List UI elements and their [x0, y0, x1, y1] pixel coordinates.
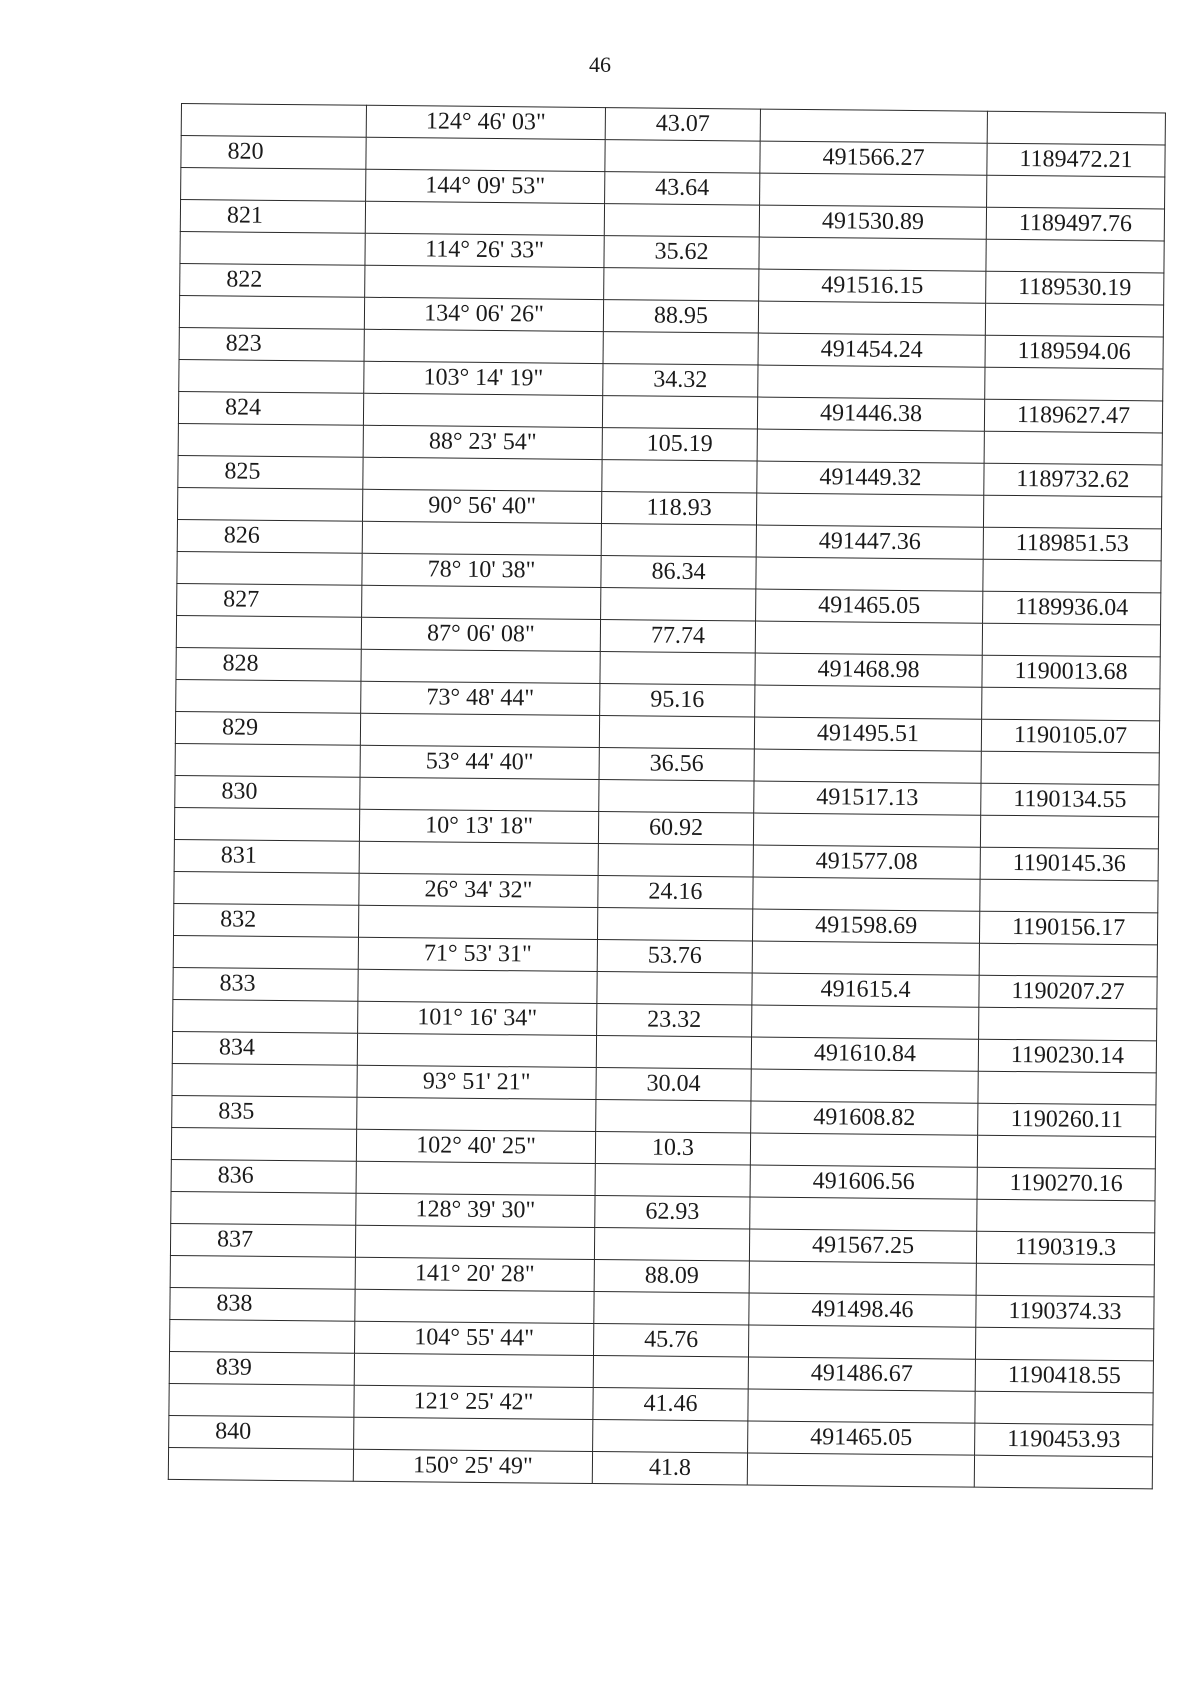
northing-cell: [753, 877, 980, 911]
station-cell: [181, 168, 366, 202]
station-cell: [174, 807, 359, 841]
bearing-cell: 134° 06' 26": [364, 297, 603, 331]
easting-cell: 1190453.93: [975, 1423, 1153, 1457]
easting-cell: [986, 239, 1164, 273]
station-cell: [180, 231, 365, 265]
station-cell: [177, 551, 362, 585]
bearing-cell: [365, 201, 604, 235]
easting-cell: [982, 623, 1160, 657]
distance-cell: [594, 1228, 749, 1261]
bearing-cell: [359, 905, 598, 939]
easting-cell: [987, 111, 1165, 145]
distance-cell: [605, 140, 760, 173]
bearing-cell: [363, 393, 602, 427]
distance-cell: 53.76: [597, 940, 752, 973]
station-cell: [178, 423, 363, 457]
bearing-cell: 87° 06' 08": [361, 617, 600, 651]
northing-cell: [750, 1133, 977, 1167]
station-cell: 839: [169, 1351, 354, 1385]
bearing-cell: 78° 10' 38": [362, 553, 601, 587]
northing-cell: [760, 109, 987, 143]
northing-cell: [752, 1005, 979, 1039]
northing-cell: [747, 1453, 974, 1487]
northing-cell: 491567.25: [749, 1229, 976, 1263]
northing-cell: 491516.15: [759, 269, 986, 303]
distance-cell: [602, 396, 757, 429]
station-cell: 835: [172, 1095, 357, 1129]
station-cell: 833: [173, 967, 358, 1001]
station-cell: [170, 1255, 355, 1289]
bearing-cell: 141° 20' 28": [355, 1257, 594, 1291]
easting-cell: 1190156.17: [979, 911, 1157, 945]
northing-cell: 491446.38: [757, 397, 984, 431]
bearing-cell: 121° 25' 42": [354, 1385, 593, 1419]
station-cell: 826: [177, 519, 362, 553]
distance-cell: 60.92: [598, 812, 753, 845]
station-cell: [178, 487, 363, 521]
distance-cell: 45.76: [593, 1324, 748, 1357]
distance-cell: [601, 588, 756, 621]
easting-cell: [975, 1327, 1153, 1361]
station-cell: 824: [178, 391, 363, 425]
station-cell: 820: [181, 136, 366, 170]
northing-cell: 491498.46: [749, 1293, 976, 1327]
easting-cell: [981, 751, 1159, 785]
northing-cell: 491454.24: [758, 333, 985, 367]
easting-cell: 1190270.16: [977, 1167, 1155, 1201]
station-cell: 840: [169, 1415, 354, 1449]
northing-cell: 491608.82: [751, 1101, 978, 1135]
station-cell: [175, 743, 360, 777]
easting-cell: 1190374.33: [976, 1295, 1154, 1329]
station-cell: 822: [180, 263, 365, 297]
easting-cell: [985, 303, 1163, 337]
easting-cell: [977, 1199, 1155, 1233]
easting-cell: [985, 367, 1163, 401]
bearing-cell: [362, 521, 601, 555]
easting-cell: 1189851.53: [983, 527, 1161, 561]
bearing-cell: [355, 1225, 594, 1259]
bearing-cell: 114° 26' 33": [365, 233, 604, 267]
northing-cell: [759, 237, 986, 271]
station-cell: [169, 1383, 354, 1417]
bearing-cell: 128° 39' 30": [356, 1193, 595, 1227]
northing-cell: 491598.69: [752, 909, 979, 943]
northing-cell: [751, 1069, 978, 1103]
easting-cell: [983, 495, 1161, 529]
bearing-cell: 103° 14' 19": [364, 361, 603, 395]
distance-cell: [604, 204, 759, 237]
northing-cell: 491486.67: [748, 1357, 975, 1391]
distance-cell: 10.3: [595, 1132, 750, 1165]
northing-cell: [755, 685, 982, 719]
distance-cell: 34.32: [603, 364, 758, 397]
bearing-cell: 150° 25' 49": [353, 1449, 592, 1483]
bearing-cell: 73° 48' 44": [361, 681, 600, 715]
station-cell: [172, 1063, 357, 1097]
traverse-table: [168, 103, 1166, 1489]
distance-cell: [598, 844, 753, 877]
northing-cell: 491615.4: [752, 973, 979, 1007]
bearing-cell: 101° 16' 34": [358, 1001, 597, 1035]
easting-cell: 1189732.62: [984, 463, 1162, 497]
station-cell: 821: [180, 200, 365, 234]
distance-cell: 88.09: [594, 1260, 749, 1293]
easting-cell: [987, 175, 1165, 209]
northing-cell: [758, 365, 985, 399]
northing-cell: [754, 749, 981, 783]
bearing-cell: [359, 841, 598, 875]
distance-cell: 41.8: [592, 1452, 747, 1485]
northing-cell: [756, 493, 983, 527]
bearing-cell: 88° 23' 54": [363, 425, 602, 459]
easting-cell: 1190260.11: [978, 1103, 1156, 1137]
distance-cell: [593, 1420, 748, 1453]
easting-cell: 1190134.55: [981, 783, 1159, 817]
distance-cell: 62.93: [595, 1196, 750, 1229]
bearing-cell: [354, 1353, 593, 1387]
distance-cell: [594, 1292, 749, 1325]
station-cell: 827: [177, 583, 362, 617]
bearing-cell: [360, 713, 599, 747]
station-cell: 837: [170, 1223, 355, 1257]
easting-cell: [979, 943, 1157, 977]
northing-cell: 491495.51: [754, 717, 981, 751]
station-cell: [171, 1191, 356, 1225]
station-cell: [174, 871, 359, 905]
bearing-cell: [362, 585, 601, 619]
easting-cell: 1189530.19: [986, 271, 1164, 305]
northing-cell: [748, 1389, 975, 1423]
northing-cell: 491517.13: [754, 781, 981, 815]
distance-cell: 95.16: [600, 684, 755, 717]
bearing-cell: [363, 457, 602, 491]
distance-cell: 77.74: [600, 620, 755, 653]
northing-cell: [749, 1261, 976, 1295]
northing-cell: [748, 1325, 975, 1359]
distance-cell: 24.16: [598, 876, 753, 909]
station-cell: [179, 359, 364, 393]
distance-cell: [595, 1164, 750, 1197]
northing-cell: [752, 941, 979, 975]
easting-cell: [979, 1007, 1157, 1041]
station-cell: [170, 1319, 355, 1353]
distance-cell: [596, 1100, 751, 1133]
distance-cell: [596, 1036, 751, 1069]
northing-cell: 491566.27: [760, 141, 987, 175]
bearing-cell: [360, 777, 599, 811]
distance-cell: [604, 268, 759, 301]
easting-cell: 1190105.07: [981, 719, 1159, 753]
distance-cell: 43.07: [605, 108, 760, 141]
station-cell: 832: [174, 903, 359, 937]
distance-cell: 86.34: [601, 556, 756, 589]
distance-cell: 23.32: [597, 1004, 752, 1037]
easting-cell: 1190207.27: [979, 975, 1157, 1009]
northing-cell: 491465.05: [756, 589, 983, 623]
bearing-cell: [366, 137, 605, 171]
easting-cell: 1189594.06: [985, 335, 1163, 369]
easting-cell: 1189627.47: [984, 399, 1162, 433]
northing-cell: [758, 301, 985, 335]
northing-cell: [755, 621, 982, 655]
bearing-cell: [361, 649, 600, 683]
bearing-cell: [355, 1289, 594, 1323]
station-cell: 828: [176, 647, 361, 681]
northing-cell: 491468.98: [755, 653, 982, 687]
bearing-cell: 71° 53' 31": [358, 937, 597, 971]
distance-cell: [597, 972, 752, 1005]
easting-cell: [984, 431, 1162, 465]
bearing-cell: 93° 51' 21": [357, 1065, 596, 1099]
distance-cell: [599, 716, 754, 749]
easting-cell: [982, 687, 1160, 721]
northing-cell: [750, 1197, 977, 1231]
distance-cell: 35.62: [604, 236, 759, 269]
northing-cell: 491449.32: [757, 461, 984, 495]
station-cell: [176, 679, 361, 713]
easting-cell: [980, 815, 1158, 849]
bearing-cell: [357, 1097, 596, 1131]
station-cell: 836: [171, 1159, 356, 1193]
station-cell: 825: [178, 455, 363, 489]
bearing-cell: 26° 34' 32": [359, 873, 598, 907]
station-cell: 831: [174, 839, 359, 873]
bearing-cell: [354, 1417, 593, 1451]
distance-cell: [599, 780, 754, 813]
distance-cell: 118.93: [601, 492, 756, 525]
easting-cell: [983, 559, 1161, 593]
distance-cell: [600, 652, 755, 685]
distance-cell: 43.64: [605, 172, 760, 205]
distance-cell: 41.46: [593, 1388, 748, 1421]
distance-cell: 30.04: [596, 1068, 751, 1101]
distance-cell: 105.19: [602, 428, 757, 461]
bearing-cell: 53° 44' 40": [360, 745, 599, 779]
easting-cell: [980, 879, 1158, 913]
easting-cell: [976, 1263, 1154, 1297]
easting-cell: 1189472.21: [987, 143, 1165, 177]
easting-cell: 1189497.76: [986, 207, 1164, 241]
northing-cell: [756, 557, 983, 591]
distance-cell: [593, 1356, 748, 1389]
station-cell: 823: [179, 327, 364, 361]
station-cell: [173, 999, 358, 1033]
easting-cell: 1190145.36: [980, 847, 1158, 881]
bearing-cell: [356, 1161, 595, 1195]
easting-cell: 1190319.3: [976, 1231, 1154, 1265]
easting-cell: 1190013.68: [982, 655, 1160, 689]
northing-cell: 491606.56: [750, 1165, 977, 1199]
station-cell: 834: [172, 1031, 357, 1065]
station-cell: 838: [170, 1287, 355, 1321]
easting-cell: 1189936.04: [983, 591, 1161, 625]
easting-cell: [975, 1391, 1153, 1425]
easting-cell: [978, 1071, 1156, 1105]
northing-cell: 491577.08: [753, 845, 980, 879]
easting-cell: 1190418.55: [975, 1359, 1153, 1393]
bearing-cell: [357, 1033, 596, 1067]
station-cell: [179, 295, 364, 329]
bearing-cell: [364, 329, 603, 363]
distance-cell: [597, 908, 752, 941]
northing-cell: [753, 813, 980, 847]
bearing-cell: 104° 55' 44": [355, 1321, 594, 1355]
easting-cell: 1190230.14: [978, 1039, 1156, 1073]
station-cell: [173, 935, 358, 969]
station-cell: [171, 1127, 356, 1161]
page-number: 46: [589, 52, 611, 77]
distance-cell: [601, 524, 756, 557]
station-cell: 830: [175, 775, 360, 809]
easting-cell: [977, 1135, 1155, 1169]
northing-cell: 491610.84: [751, 1037, 978, 1071]
distance-cell: [602, 460, 757, 493]
bearing-cell: [358, 969, 597, 1003]
northing-cell: 491465.05: [748, 1421, 975, 1455]
station-cell: [176, 615, 361, 649]
bearing-cell: 10° 13' 18": [359, 809, 598, 843]
distance-cell: 88.95: [603, 300, 758, 333]
bearing-cell: 90° 56' 40": [362, 489, 601, 523]
station-cell: 829: [175, 711, 360, 745]
northing-cell: 491447.36: [756, 525, 983, 559]
bearing-cell: 124° 46' 03": [366, 105, 605, 139]
northing-cell: 491530.89: [759, 205, 986, 239]
northing-cell: [757, 429, 984, 463]
bearing-cell: [365, 265, 604, 299]
easting-cell: [974, 1455, 1152, 1489]
station-cell: [168, 1447, 353, 1481]
northing-cell: [760, 173, 987, 207]
distance-cell: [603, 332, 758, 365]
bearing-cell: 102° 40' 25": [356, 1129, 595, 1163]
station-cell: [181, 104, 366, 138]
distance-cell: 36.56: [599, 748, 754, 781]
traverse-table-body: [168, 104, 1165, 1489]
bearing-cell: 144° 09' 53": [366, 169, 605, 203]
